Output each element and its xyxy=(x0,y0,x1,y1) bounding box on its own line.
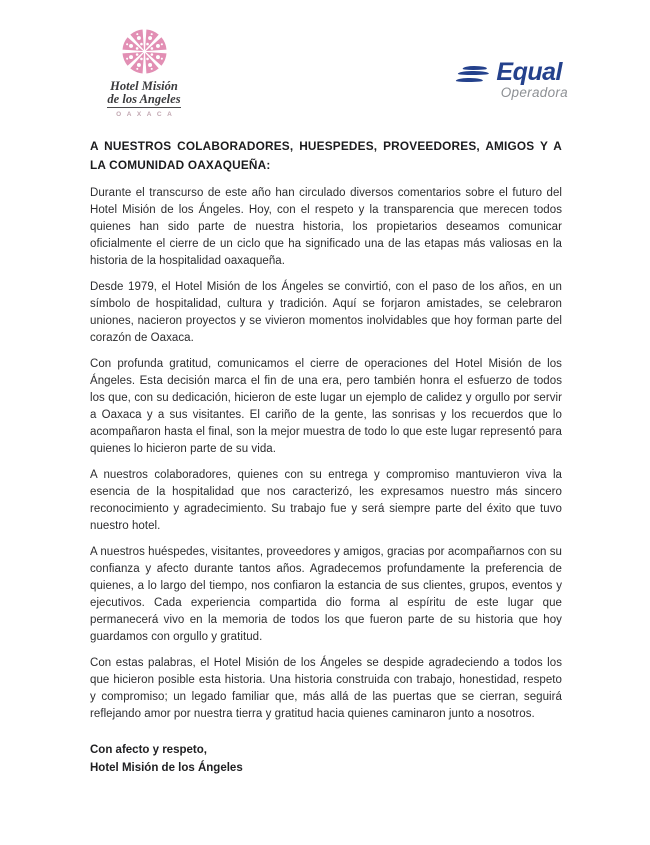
letter-paragraph: Desde 1979, el Hotel Misión de los Ángeles se convirtió, con el paso de los años, en un símbolo de hospitalidad, cultura y tradición. Aquí se forjaron amistades, se celebraron uniones, nacieron proyectos y se vivieron momentos inolvidables que hoy forman parte del corazón de Oaxaca. xyxy=(90,281,562,344)
signature-line: Hotel Misión de los Ángeles xyxy=(90,761,243,774)
letter-paragraph: A nuestros colaboradores, quienes con su entrega y compromiso mantuvieron viva la esencia de la hospitalidad que nos caracterizó, les expresamos nuestro más sincero reconocimiento y agradecimiento. Su trabajo fue y será siempre parte del éxito que tuvo nuestro hotel. xyxy=(90,469,562,532)
letter-closing xyxy=(90,742,562,777)
page-header xyxy=(0,0,650,122)
letter-paragraph: A nuestros huéspedes, visitantes, proveedores y amigos, gracias por acompañarnos con su confianza y afecto durante tantos años. Agradecemos profundamente la preferencia de quienes, a lo largo del tiempo, nos confiaron la estancia de sus clientes, grupos, eventos y ejecutivos. Cada experiencia compartida dio forma al espíritu de este lugar que permanecerá vivo en la memoria de todos los que fueron parte de su historia que hoy guardamos con orgullo y gratitud. xyxy=(90,546,562,643)
letter-paragraph: Durante el transcurso de este año han circulado diversos comentarios sobre el futuro del Hotel Misión de los Ángeles. Hoy, con el respeto y la transparencia que merecen todos quienes han sido parte de nuestra historia, los propietarios deseamos comunicar oficialmente el cierre de un ciclo que ha significado una de las etapas más valiosas en la historia de la hospitalidad oaxaqueña. xyxy=(90,187,562,267)
operator-brand-name: Equal xyxy=(496,58,562,86)
operator-logo xyxy=(456,58,568,100)
hotel-logo xyxy=(96,28,192,118)
triple-swoosh-icon xyxy=(456,66,489,82)
letter-paragraph: Con profunda gratitud, comunicamos el cierre de operaciones del Hotel Misión de los Ángeles. Esta decisión marca el fin de una era, pero también honra el esfuerzo de todos los que, con su dedicación, hicieron de este lugar un ejemplo de calidez y orgullo por servir a Oaxaca y a sus visitantes. El cariño de la gente, las sonrisas y los recuerdos que lo acompañaron hasta el final, son la mejor muestra de todo lo que este lugar representó para quienes lo hicieron parte de su vida. xyxy=(90,358,562,455)
hotel-logo-location: OAXACA xyxy=(116,111,178,118)
operator-subtitle: Operadora xyxy=(500,85,568,100)
closing-line: Con afecto y respeto, xyxy=(90,744,207,756)
swoosh-bar xyxy=(463,66,488,70)
flower-wedges xyxy=(122,29,166,73)
hotel-flower-icon xyxy=(121,28,168,75)
hotel-logo-name-line2: de los Angeles xyxy=(107,93,180,109)
swoosh-bar xyxy=(456,78,484,82)
swoosh-bar xyxy=(458,71,490,75)
letter-heading: A NUESTROS COLABORADORES, HUESPEDES, PROVEEDORES, AMIGOS Y A LA COMUNIDAD OAXAQUEÑA: xyxy=(90,139,562,172)
hotel-logo-name-line1: Hotel Misión xyxy=(110,79,178,93)
letter-body xyxy=(0,122,650,777)
letter-paragraph: Con estas palabras, el Hotel Misión de los Ángeles se despide agradeciendo a todos los que hicieron posible esta historia. Una historia construida con trabajo, honestidad, respeto y compromiso; un legado familiar que, más allá de las puertas que se cierran, seguirá reflejando amor por nuestra tierra y gratitud hacia quienes caminaron junto a nosotros. xyxy=(90,657,562,720)
